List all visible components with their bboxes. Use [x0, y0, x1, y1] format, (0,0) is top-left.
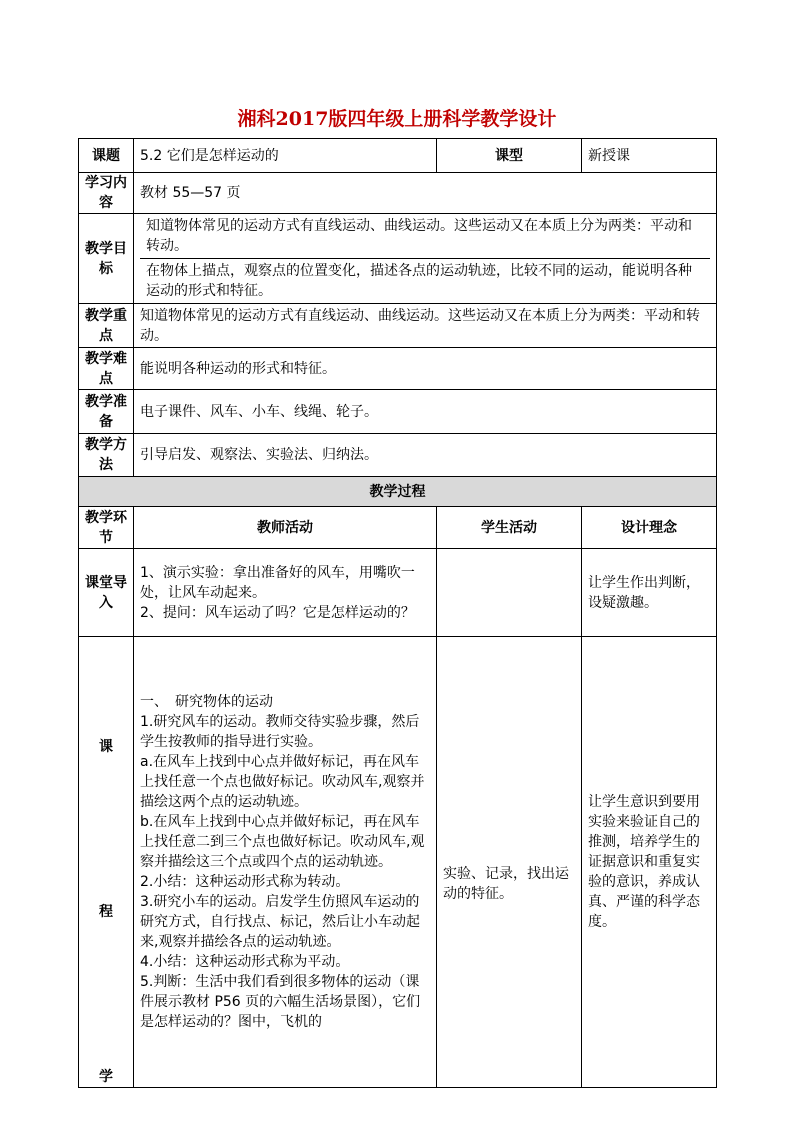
method-value: 引导启发、观察法、实验法、归纳法。 [134, 434, 717, 477]
difficulty-row [79, 348, 717, 390]
main-teacher-step: a.在风车上找到中心点并做好标记，再在风车上找任意一个点也做好标记。吹动风车,观察并描绘这两个点的运动轨迹。 [140, 754, 425, 810]
main-teacher-step: b.在风车上找到中心点并做好标记，再在风车上找任意二到三个点也做好标记。吹动风车,观察并描绘这三个点或四个点的运动轨迹。 [140, 814, 425, 870]
goals-cell [134, 214, 717, 304]
topic-value: 5.2 它们是怎样运动的 [134, 139, 437, 173]
intro-teacher-step: 1、演示实验：拿出准备好的风车，用嘴吹一处，让风车动起来。 [140, 564, 415, 601]
intro-idea: 让学生作出判断，设疑激趣。 [582, 549, 717, 637]
process-columns-row [79, 507, 717, 549]
lesson-type-label: 课型 [437, 139, 582, 173]
process-header-row [79, 477, 717, 507]
main-teacher-step: 4.小结：这种运动形式称为平动。 [140, 954, 350, 970]
key-value: 知道物体常见的运动方式有直线运动、曲线运动。这些运动又在本质上分为两类：平动和转动。 [134, 304, 717, 348]
content-value: 教材 55—57 页 [134, 173, 717, 214]
process-header: 教学过程 [79, 477, 717, 507]
main-row [79, 637, 717, 1088]
intro-teacher [134, 549, 437, 637]
main-student: 实验、记录，找出运动的特征。 [437, 637, 582, 1088]
main-idea: 让学生意识到要用实验来验证自己的推测，培养学生的证据意识和重复实验的意识，养成认真、严谨的科学态度。 [582, 637, 717, 1088]
prep-value: 电子课件、风车、小车、线绳、轮子。 [134, 390, 717, 434]
content-label: 学习内容 [79, 173, 134, 214]
method-label: 教学方法 [79, 434, 134, 477]
topic-label: 课题 [79, 139, 134, 173]
main-teacher-step: 1.研究风车的运动。教师交待实验步骤，然后学生按教师的指导进行实验。 [140, 714, 420, 750]
main-teacher-step: 2.小结：这种运动形式称为转动。 [140, 874, 350, 890]
main-teacher-step: 5.判断：生活中我们看到很多物体的运动（课件展示教材 P56 页的六幅生活场景图），它们是怎样运动的？图中，飞机的 [140, 974, 421, 1030]
document-title: 湘科2017版四年级上册科学教学设计 [237, 108, 557, 130]
main-stage-char: 学 [99, 1069, 113, 1085]
goal-item: 在物体上描点，观察点的位置变化，描述各点的运动轨迹，比较不同的运动，能说明各种运动的形式和特征。 [140, 258, 710, 303]
method-row [79, 434, 717, 477]
intro-stage: 课堂导入 [79, 549, 134, 637]
goals-row [79, 214, 717, 304]
goals-label: 教学目标 [79, 214, 134, 304]
key-row [79, 304, 717, 348]
column-student: 学生活动 [437, 507, 582, 549]
difficulty-value: 能说明各种运动的形式和特征。 [134, 348, 717, 390]
main-stage [79, 637, 134, 1088]
main-stage-char: 程 [99, 904, 113, 920]
intro-row [79, 549, 717, 637]
main-teacher [134, 637, 437, 1088]
column-idea: 设计理念 [582, 507, 717, 549]
main-teacher-step: 3.研究小车的运动。启发学生仿照风车运动的研究方式，自行找点、标记，然后让小车动起来,观察并描绘各点的运动轨迹。 [140, 894, 420, 950]
intro-student [437, 549, 582, 637]
difficulty-label: 教学难点 [79, 348, 134, 390]
main-teacher-step: 一、 研究物体的运动 [140, 694, 273, 710]
prep-label: 教学准备 [79, 390, 134, 434]
key-label: 教学重点 [79, 304, 134, 348]
main-stage-char: 课 [99, 739, 113, 755]
content-row [79, 173, 717, 214]
intro-teacher-step: 2、提问：风车运动了吗？它是怎样运动的？ [140, 604, 415, 621]
lesson-type-value: 新授课 [582, 139, 717, 173]
goal-item: 知道物体常见的运动方式有直线运动、曲线运动。这些运动又在本质上分为两类：平动和转动。 [146, 218, 692, 254]
column-stage: 教学环节 [79, 507, 134, 549]
topic-row [79, 139, 717, 173]
column-teacher: 教师活动 [134, 507, 437, 549]
prep-row [79, 390, 717, 434]
lesson-plan-table [78, 138, 717, 1088]
